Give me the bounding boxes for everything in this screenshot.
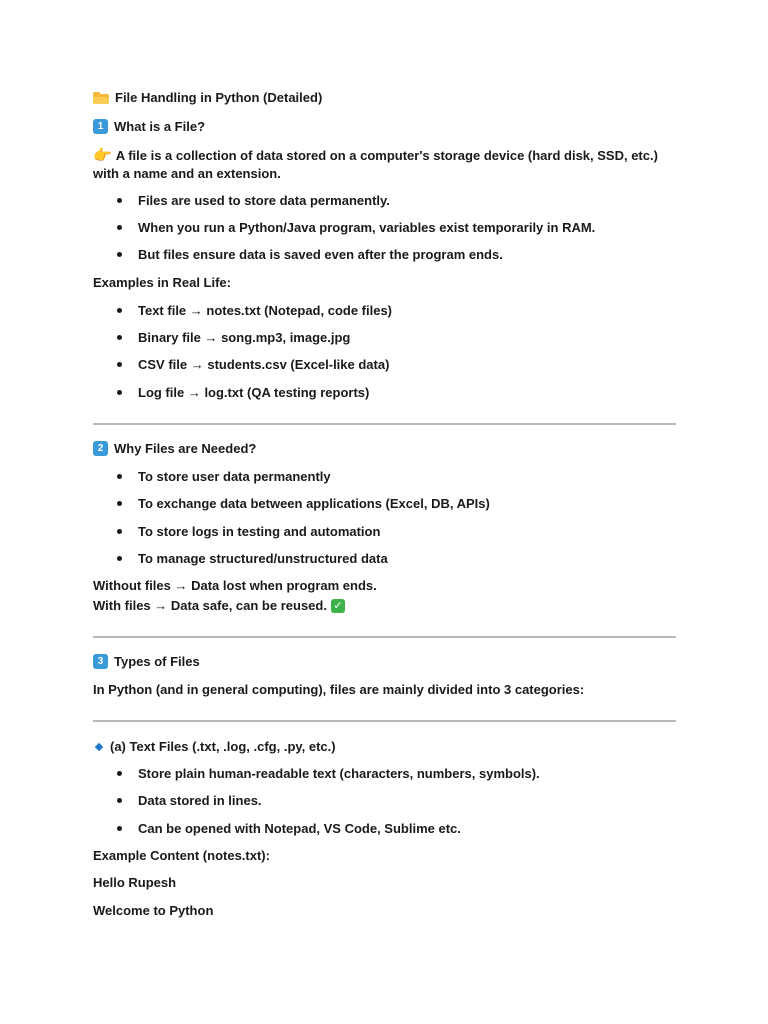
list-item bbox=[117, 302, 392, 319]
bullet-icon bbox=[117, 308, 122, 313]
text-files-heading bbox=[93, 738, 336, 755]
section-1-intro-line-1 bbox=[93, 147, 658, 165]
examples-label: Examples in Real Life: bbox=[93, 275, 231, 290]
bullet-icon bbox=[117, 771, 122, 776]
list-item-text: CSV file → students.csv (Excel-like data) bbox=[138, 357, 390, 372]
without-files-line: Without files → Data lost when program ends. bbox=[93, 578, 377, 593]
section-1-intro-text-1: A file is a collection of data stored on a computer's storage device (hard disk, SSD, etc.) bbox=[115, 148, 658, 163]
bullet-icon bbox=[117, 798, 122, 803]
list-item bbox=[117, 192, 390, 209]
section-3-heading bbox=[93, 653, 200, 670]
list-item-text: When you run a Python/Java program, variables exist temporarily in RAM. bbox=[138, 220, 596, 235]
list-item-text: To exchange data between applications (Excel, DB, APIs) bbox=[138, 496, 490, 511]
bullet-icon bbox=[117, 556, 122, 561]
bullet-icon bbox=[117, 362, 122, 367]
list-item-text: But files ensure data is saved even after the program ends. bbox=[138, 247, 503, 262]
list-item-text: To store logs in testing and automation bbox=[138, 524, 381, 539]
list-item bbox=[117, 246, 503, 263]
list-item-text: Text file → notes.txt (Notepad, code files) bbox=[138, 303, 393, 318]
section-1-intro-line-2: with a name and an extension. bbox=[93, 166, 281, 181]
bullet-icon bbox=[117, 826, 122, 831]
list-item-text: To store user data permanently bbox=[138, 469, 331, 484]
example-line: Hello Rupesh bbox=[93, 875, 177, 890]
document-title bbox=[93, 89, 322, 106]
number-1-icon: 1 bbox=[93, 119, 108, 134]
list-item bbox=[117, 219, 595, 236]
list-item bbox=[117, 550, 388, 567]
bullet-icon bbox=[117, 252, 122, 257]
folder-icon bbox=[93, 92, 109, 104]
list-item bbox=[117, 765, 540, 782]
divider bbox=[93, 423, 676, 425]
list-item-text: To manage structured/unstructured data bbox=[138, 551, 388, 566]
with-files-text: With files → Data safe, can be reused. bbox=[93, 598, 327, 613]
bullet-icon bbox=[117, 390, 122, 395]
list-item bbox=[117, 356, 389, 373]
list-item bbox=[117, 468, 331, 485]
section-1-heading-text: What is a File? bbox=[114, 119, 206, 134]
list-item-text: Log file → log.txt (QA testing reports) bbox=[138, 385, 370, 400]
bullet-icon bbox=[117, 474, 122, 479]
text-files-heading-text: (a) Text Files (.txt, .log, .cfg, .py, etc.) bbox=[110, 739, 336, 754]
number-3-icon: 3 bbox=[93, 654, 108, 669]
section-2-heading bbox=[93, 440, 256, 457]
check-mark-icon: ✓ bbox=[331, 599, 345, 613]
list-item bbox=[117, 495, 490, 512]
divider bbox=[93, 636, 676, 638]
section-3-intro: In Python (and in general computing), files are mainly divided into 3 categories: bbox=[93, 682, 585, 697]
example-content-label: Example Content (notes.txt): bbox=[93, 848, 270, 863]
list-item bbox=[117, 523, 380, 540]
title-text: File Handling in Python (Detailed) bbox=[115, 90, 323, 105]
bullet-icon bbox=[117, 225, 122, 230]
bullet-icon bbox=[117, 335, 122, 340]
list-item bbox=[117, 820, 461, 837]
list-item-text: Can be opened with Notepad, VS Code, Sublime etc. bbox=[138, 821, 461, 836]
list-item-text: Files are used to store data permanently. bbox=[138, 193, 390, 208]
list-item bbox=[117, 384, 369, 401]
list-item bbox=[117, 792, 262, 809]
list-item-text: Data stored in lines. bbox=[138, 793, 262, 808]
bullet-icon bbox=[117, 501, 122, 506]
list-item-text: Binary file → song.mp3, image.jpg bbox=[138, 330, 351, 345]
section-3-heading-text: Types of Files bbox=[114, 654, 200, 669]
section-1-heading bbox=[93, 118, 205, 135]
bullet-icon bbox=[117, 198, 122, 203]
example-line: Welcome to Python bbox=[93, 903, 214, 918]
with-files-line bbox=[93, 597, 345, 614]
list-item bbox=[117, 329, 350, 346]
pointing-hand-icon: 👉 bbox=[93, 147, 112, 165]
number-2-icon: 2 bbox=[93, 441, 108, 456]
bullet-icon bbox=[117, 529, 122, 534]
blue-diamond-icon bbox=[95, 742, 103, 750]
section-2-heading-text: Why Files are Needed? bbox=[114, 441, 257, 456]
divider bbox=[93, 720, 676, 722]
list-item-text: Store plain human-readable text (characters, numbers, symbols). bbox=[138, 766, 540, 781]
